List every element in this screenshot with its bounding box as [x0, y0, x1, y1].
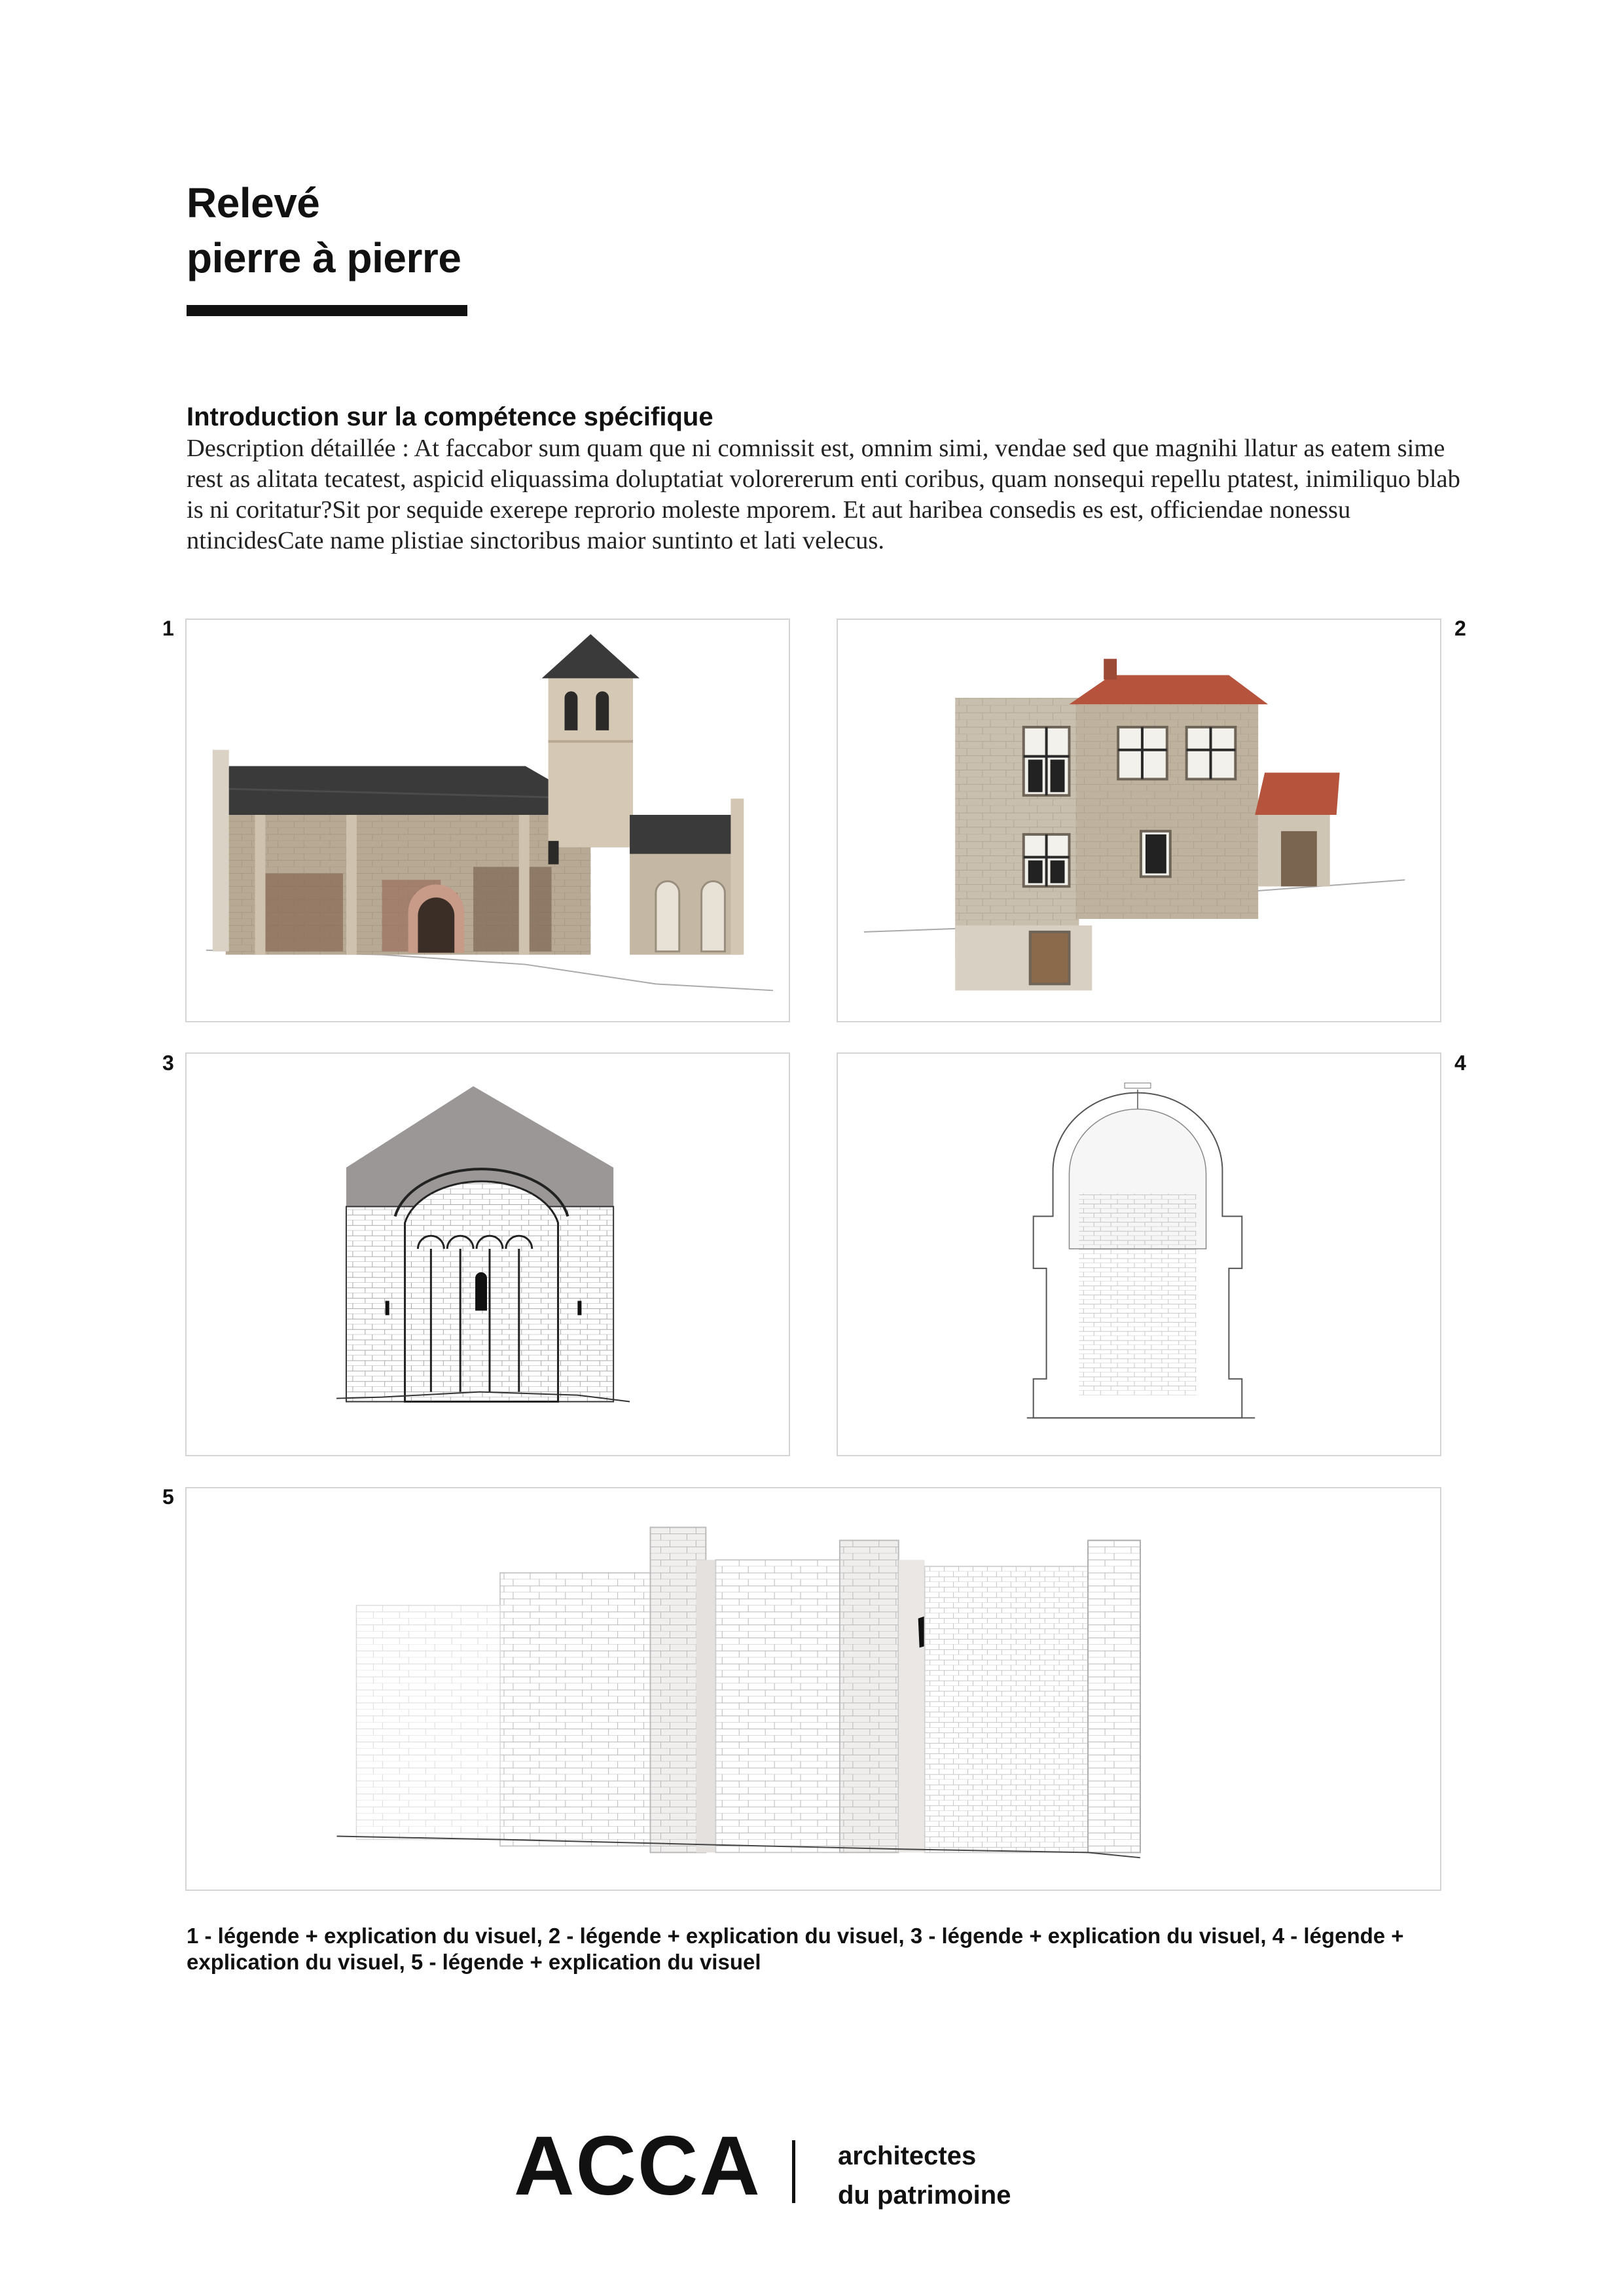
figure-3-frame — [185, 1052, 790, 1456]
figures-caption: 1 - légende + explication du visuel, 2 - légende + explication du visuel, 3 - légende + explication du visuel, 4 - légende + explication du visuel, 5 - légende + explication du visuel — [187, 1924, 1404, 1974]
page-title-line2: pierre à pierre — [187, 234, 461, 281]
church-elevation-image — [187, 620, 789, 1021]
figure-2-frame — [837, 619, 1441, 1022]
figure-number-1: 1 — [162, 617, 174, 640]
figure-number-3: 3 — [162, 1051, 174, 1075]
title-underline — [187, 305, 467, 316]
apse-elevation-image — [187, 1054, 789, 1455]
logo-separator — [792, 2140, 795, 2203]
figure-1-frame — [185, 619, 790, 1022]
intro-heading: Introduction sur la compétence spécifique — [187, 403, 713, 431]
figure-number-5: 5 — [162, 1485, 174, 1509]
acca-logo: ACCA — [514, 2119, 761, 2213]
figure-number-2: 2 — [1454, 617, 1466, 640]
logo-tagline-line1: architectes — [838, 2142, 977, 2170]
page-title-line1: Relevé — [187, 179, 320, 226]
page-title — [187, 175, 461, 285]
logo-tagline-line2: du patrimoine — [838, 2181, 1011, 2210]
intro-text: Description détaillée : At faccabor sum quam que ni comnissit est, omnim simi, vendae sed que magnihi llatur as eatem sime rest as alitata tecatest, aspicid eliquassima doluptatiat volorererum enti coribus, quam nonsequi repellu ptatest, inimiliquo blab is ni coritatur?Sit por sequide exerepe reprorio moleste mporem. Et aut haribea consedis es est, officiendae nonessu ntincidesCate name plistiae sinctoribus maior suntinto et lati velecus. — [187, 435, 1460, 554]
figure-number-4: 4 — [1454, 1051, 1466, 1075]
house-facade-image — [838, 620, 1440, 1021]
figure-5-frame — [185, 1487, 1441, 1891]
figure-4-frame — [837, 1052, 1441, 1456]
wall-survey-image — [187, 1488, 1440, 1890]
logo-tagline — [838, 2136, 1011, 2215]
arch-section-image — [838, 1054, 1440, 1455]
